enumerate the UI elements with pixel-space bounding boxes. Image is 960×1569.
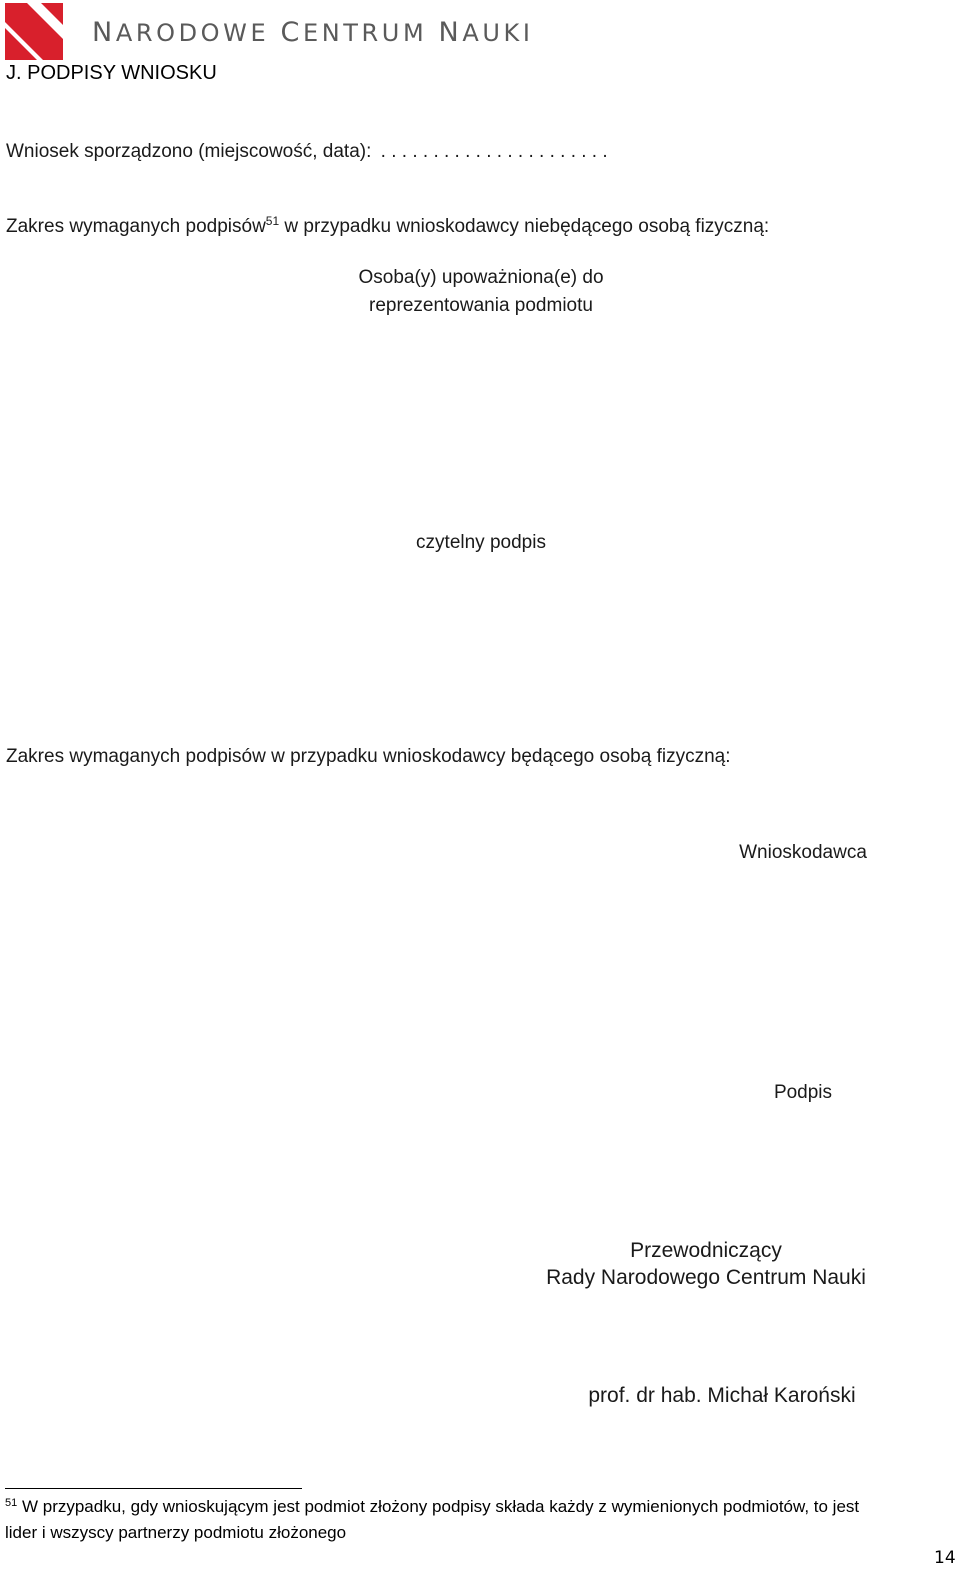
authorized-line-1: Osoba(y) upoważniona(e) do xyxy=(358,267,604,288)
legible-signature-label: czytelny podpis xyxy=(416,532,546,553)
page-number: 14 xyxy=(934,1548,956,1568)
ncn-logo-text xyxy=(92,17,534,48)
ncn-logo-icon xyxy=(5,3,63,60)
footnote-line-1: $^{51}$ W przypadku, gdy wnioskującym jest podmiot złożony podpisy składa każdy z wymienionych podmiotów, to jest xyxy=(5,1497,860,1516)
place-date-label: Wniosek sporządzono (miejscowość, data): xyxy=(6,141,372,162)
natural-person-heading: Zakres wymaganych podpisów w przypadku wnioskodawcy będącego osobą fizyczną: xyxy=(6,746,731,767)
section-title: J. PODPISY WNIOSKU xyxy=(6,62,217,84)
footnote-number: 51 xyxy=(5,1497,18,1509)
council-chair-title xyxy=(506,1237,906,1291)
logo-word-3: NAUKI xyxy=(438,17,534,48)
authorized-persons-label xyxy=(281,264,681,320)
authorized-line-2: reprezentowania podmiotu xyxy=(369,295,593,316)
applicant-label: Wnioskodawca xyxy=(739,842,867,863)
legal-entity-heading: Zakres wymaganych podpisów$^{51}$ w przypadku wnioskodawcy niebędącego osobą fizyczną: xyxy=(6,214,770,237)
logo-word-1: NARODOWE xyxy=(92,17,270,48)
footnote-line-2: lider i wszyscy partnerzy podmiotu złożonego xyxy=(5,1523,347,1542)
council-title-line-1: Przewodniczący xyxy=(630,1239,782,1262)
council-chair-name: prof. dr hab. Michał Karoński xyxy=(588,1384,856,1407)
signature-label: Podpis xyxy=(773,1082,833,1103)
footnote-ref: 51 xyxy=(265,214,280,228)
footnote-separator xyxy=(5,1488,302,1489)
logo-word-2: CENTRUM xyxy=(280,17,428,48)
place-date-line xyxy=(6,141,608,163)
place-date-dots: . . . . . . . . . . . . . . . . . . . . . . xyxy=(380,141,608,162)
council-title-line-2: Rady Narodowego Centrum Nauki xyxy=(546,1266,866,1289)
